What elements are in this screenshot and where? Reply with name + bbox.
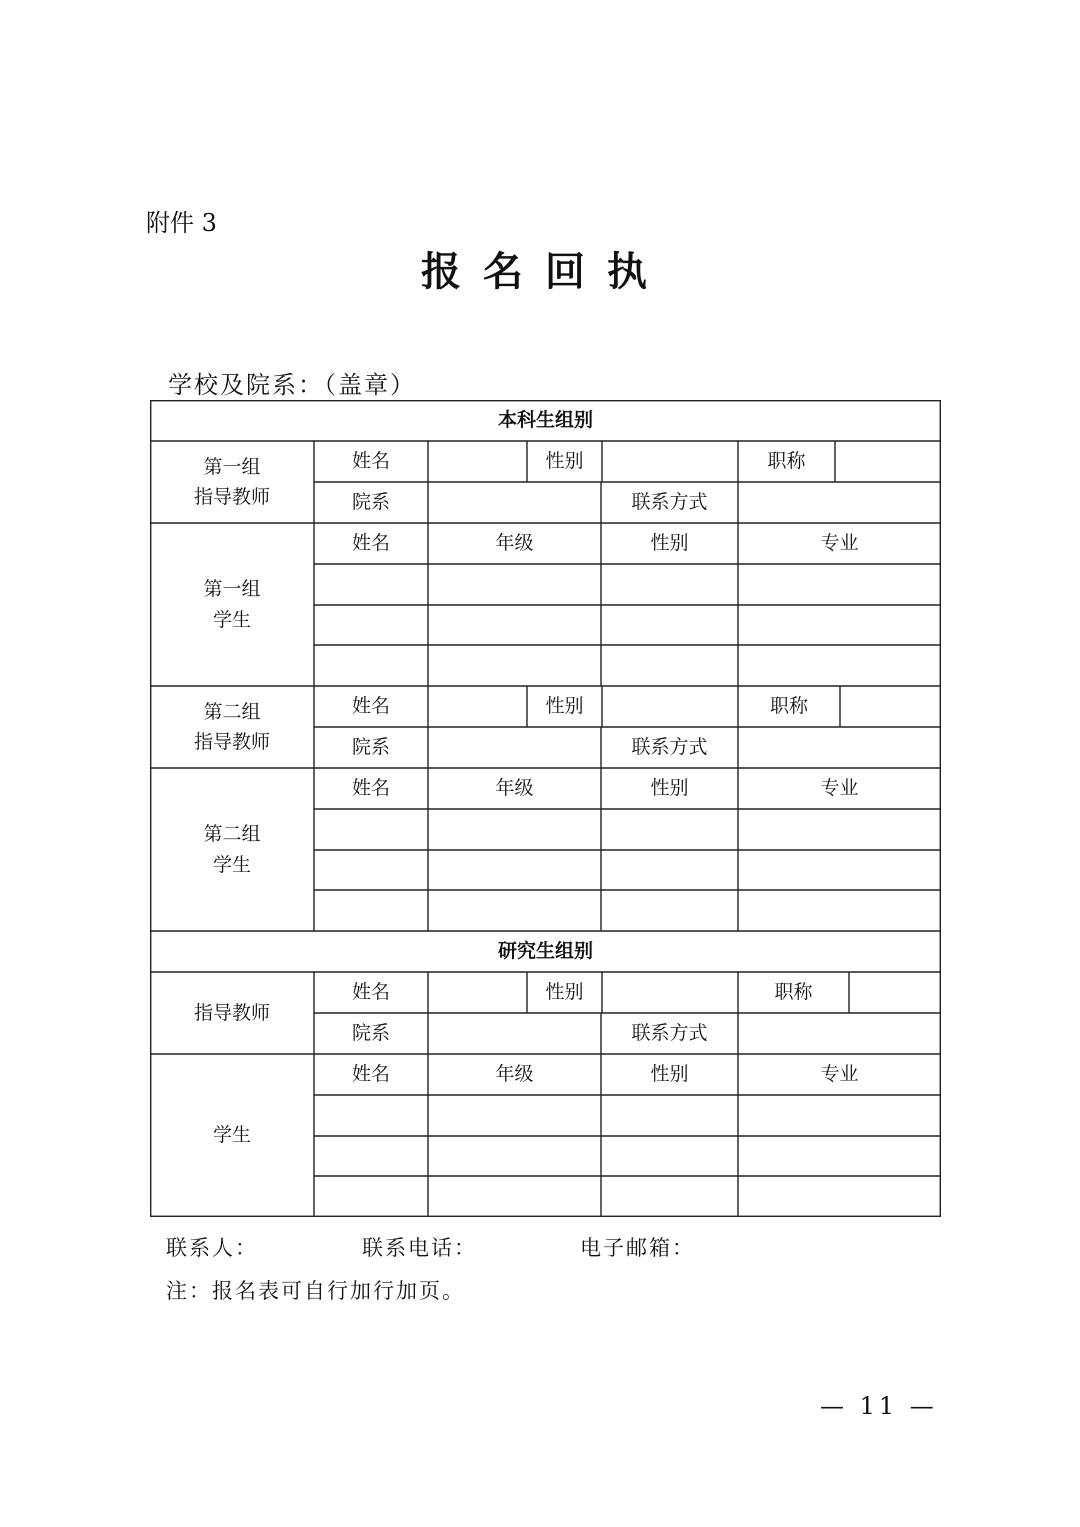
g2-teacher-label-line1: 第二组: [203, 700, 261, 723]
contact-person-label: 联系人：: [166, 1236, 258, 1260]
g1-students-major-header: 专业: [820, 532, 859, 555]
g1-teacher-title-input[interactable]: [835, 441, 941, 482]
g2-teacher-name-input[interactable]: [428, 686, 527, 727]
page-title: 报名回执: [421, 248, 669, 295]
g2-students-major-header: 专业: [820, 777, 859, 800]
g1-teacher-label-line1: 第一组: [203, 455, 261, 478]
g1-teacher-contact-label: 联系方式: [631, 491, 708, 514]
form-note: 注：报名表可自行加行加页。: [166, 1279, 465, 1303]
g2-teacher-department-label: 院系: [351, 736, 390, 759]
grad-teacher-title-input[interactable]: [849, 972, 941, 1013]
g1-students-name-header: 姓名: [351, 532, 390, 555]
grad-teacher-gender-label: 性别: [545, 981, 584, 1004]
grad-teacher-name-label: 姓名: [351, 981, 390, 1004]
g2-students-label: [150, 768, 314, 931]
grad-students-name-header: 姓名: [351, 1063, 390, 1086]
grad-students-major-header: 专业: [820, 1063, 859, 1086]
contact-phone-label: 联系电话：: [362, 1236, 477, 1260]
g1-teacher-name-input[interactable]: [428, 441, 527, 482]
g2-teacher-gender-label: 性别: [545, 695, 584, 718]
g2-teacher-label-line2: 指导教师: [193, 731, 270, 753]
grad-teacher-name-input[interactable]: [428, 972, 527, 1013]
school-department-line: 学校及院系：（盖章）: [168, 371, 416, 399]
g2-teacher-contact-input[interactable]: [738, 727, 941, 768]
grad-students-gender-header: 性别: [650, 1063, 689, 1086]
g1-students-grade-header: 年级: [495, 532, 534, 555]
g2-teacher-title-input[interactable]: [840, 686, 941, 727]
grad-teacher-department-label: 院系: [351, 1022, 390, 1045]
g2-teacher-title-label: 职称: [769, 695, 808, 718]
grad-students-label: 学生: [212, 1124, 251, 1147]
grad-teacher-department-input[interactable]: [428, 1013, 601, 1054]
grad-section-header: 研究生组别: [497, 940, 593, 963]
undergrad-section-header: 本科生组别: [497, 409, 593, 432]
grad-teacher-contact-label: 联系方式: [631, 1022, 708, 1045]
grad-teacher-gender-input[interactable]: [602, 972, 738, 1013]
g2-teacher-contact-label: 联系方式: [631, 736, 708, 759]
g1-teacher-gender-input[interactable]: [602, 441, 738, 482]
g1-students-label-line1: 第一组: [203, 578, 261, 601]
g2-students-gender-header: 性别: [650, 777, 689, 800]
page-number: — 11 —: [820, 1392, 938, 1420]
g2-teacher-name-label: 姓名: [351, 695, 390, 718]
attachment-label: 附件 3: [146, 209, 217, 237]
g1-teacher-label: [150, 441, 314, 523]
g1-teacher-name-label: 姓名: [351, 450, 390, 473]
g1-students-label: [150, 523, 314, 686]
grad-students-grade-header: 年级: [495, 1063, 534, 1086]
g1-students-label-line2: 学生: [212, 608, 251, 631]
g2-teacher-gender-input[interactable]: [602, 686, 738, 727]
g2-students-label-line2: 学生: [212, 853, 251, 876]
g1-students-gender-header: 性别: [650, 532, 689, 555]
g2-students-label-line1: 第二组: [203, 823, 261, 846]
g1-teacher-title-label: 职称: [767, 450, 806, 473]
g2-students-name-header: 姓名: [351, 777, 390, 800]
grad-teacher-label: 指导教师: [193, 1001, 270, 1024]
g1-teacher-department-input[interactable]: [428, 482, 601, 523]
g1-teacher-gender-label: 性别: [545, 450, 584, 473]
g1-teacher-contact-input[interactable]: [738, 482, 941, 523]
g2-teacher-label: [150, 686, 314, 768]
grad-teacher-title-label: 职称: [774, 981, 813, 1004]
g1-teacher-department-label: 院系: [351, 491, 390, 514]
contact-email-label: 电子邮箱：: [580, 1236, 695, 1260]
g1-teacher-label-line2: 指导教师: [193, 486, 270, 508]
g2-students-grade-header: 年级: [495, 777, 534, 800]
g2-teacher-department-input[interactable]: [428, 727, 601, 768]
grad-teacher-contact-input[interactable]: [738, 1013, 941, 1054]
